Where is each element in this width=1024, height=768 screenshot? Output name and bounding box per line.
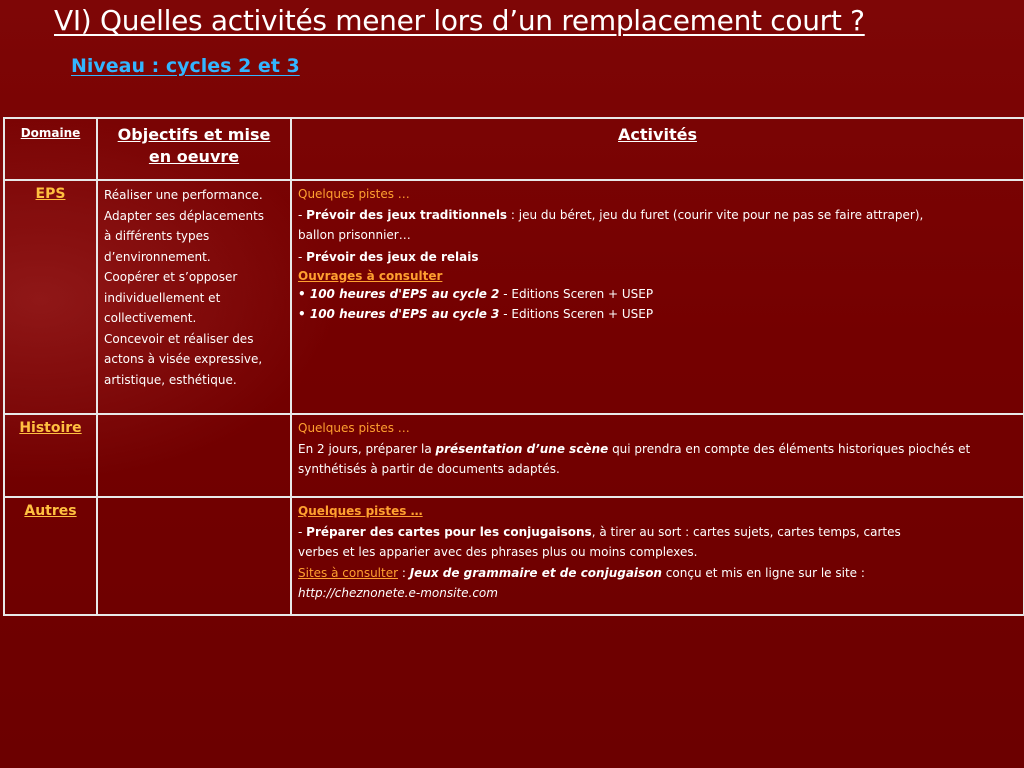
autres-pistes-link[interactable]: Quelques pistes … [298,504,423,518]
eps-item-relay-games [298,246,1017,268]
eps-book-cycle2 [298,284,1017,305]
autres-item-rest: , à tirer au sort : cartes sujets, cartes temps, cartes [591,524,901,539]
eps-objectives-list [104,185,284,390]
objective-line: Réaliser une performance. [104,188,263,202]
eps-pistes-label: Quelques pistes … [298,187,410,201]
header-cell-objectives [97,118,291,180]
histoire-line2-text: synthétisés à partir de documents adaptés. [298,462,560,476]
autres-activities-cell [291,497,1024,615]
table-header-row [4,118,1024,180]
autres-site-url[interactable]: http://cheznonete.e-monsite.com [298,586,498,600]
slide-subtitle: Niveau : cycles 2 et 3 [71,55,300,77]
header-objectives-label: Objectifs et mise en oeuvre [117,125,271,166]
eps-item1-bold: Prévoir des jeux traditionnels [306,207,508,222]
autres-item-conjugation-cards-cont [298,542,1017,563]
header-cell-activities [291,118,1024,180]
histoire-line1-end: qui prendra en compte des éléments historiques piochés et [608,441,971,456]
table-row-autres [4,497,1024,615]
bullet-dash: - [298,207,307,222]
objective-line: Concevoir et réaliser des [104,331,254,346]
objective-line: actons à visée expressive, [104,352,263,366]
histoire-line1-start: En 2 jours, préparer la [298,441,436,456]
objective-line: Coopérer et s’opposer [104,270,238,284]
eps-domain-cell [4,180,97,414]
eps-ouvrages-link[interactable]: Ouvrages à consulter [298,268,443,283]
autres-objectives-cell [97,497,291,615]
autres-item-conjugation-cards [298,522,1017,543]
autres-site-rest: conçu et mis en ligne sur le site : [661,565,865,580]
autres-sites-sep: : [398,565,410,580]
table-row-eps [4,180,1024,414]
histoire-activities-cell [291,414,1024,497]
eps-book1-rest: - Editions Sceren + USEP [499,286,654,301]
header-activities-label: Activités [618,125,697,144]
objective-line: individuellement et [104,290,221,305]
histoire-objectives-cell [97,414,291,497]
bullet-dash: - [298,249,307,264]
header-domain-label: Domaine [20,126,81,140]
autres-item-bold: Préparer des cartes pour les conjugaisons [306,524,592,539]
activities-table [3,117,1024,616]
objective-line: artistique, esthétique. [104,372,237,387]
histoire-line-2 [298,459,1017,480]
histoire-pistes-heading [298,418,1017,439]
eps-item-traditional-games-cont [298,225,1017,246]
bullet-dash: - [298,524,307,539]
slide-title: VI) Quelles activités mener lors d’un remplacement court ? [54,4,865,37]
autres-pistes-heading [298,501,1017,522]
histoire-domain-link[interactable]: Histoire [19,420,82,436]
autres-site-title: Jeux de grammaire et de conjugaison [409,565,662,580]
eps-book2-title: • 100 heures d'EPS au cycle 3 [298,307,500,321]
eps-item1-cont: ballon prisonnier… [298,228,411,242]
histoire-line-1 [298,439,1017,460]
eps-objectives-cell [97,180,291,414]
table-row-histoire [4,414,1024,497]
eps-item1-rest: : jeu du béret, jeu du furet (courir vite pour ne pas se faire attraper), [507,207,924,222]
autres-site-url-line [298,583,1017,604]
autres-domain-cell [4,497,97,615]
autres-domain-link[interactable]: Autres [24,503,77,519]
eps-book-cycle3 [298,304,1017,325]
histoire-line1-emph: présentation d’une scène [435,441,609,456]
objective-line: d’environnement. [104,249,211,264]
eps-activities-cell [291,180,1024,414]
eps-domain-link[interactable]: EPS [35,186,66,202]
histoire-domain-cell [4,414,97,497]
objective-line: Adapter ses déplacements [104,208,265,223]
objective-line: à différents types [104,229,210,243]
header-cell-domain [4,118,97,180]
autres-sites-link[interactable]: Sites à consulter [298,565,399,580]
autres-sites-line [298,563,1017,584]
eps-pistes-heading [298,184,1017,205]
eps-item-traditional-games [298,205,1017,226]
eps-book2-rest: - Editions Sceren + USEP [499,307,654,321]
eps-item2-bold: Prévoir des jeux de relais [306,249,479,264]
eps-book1-title: • 100 heures d'EPS au cycle 2 [298,286,500,301]
autres-item-cont: verbes et les apparier avec des phrases plus ou moins complexes. [298,545,698,559]
eps-ouvrages-heading [298,268,1017,284]
objective-line: collectivement. [104,311,197,325]
histoire-pistes-label: Quelques pistes … [298,421,410,435]
